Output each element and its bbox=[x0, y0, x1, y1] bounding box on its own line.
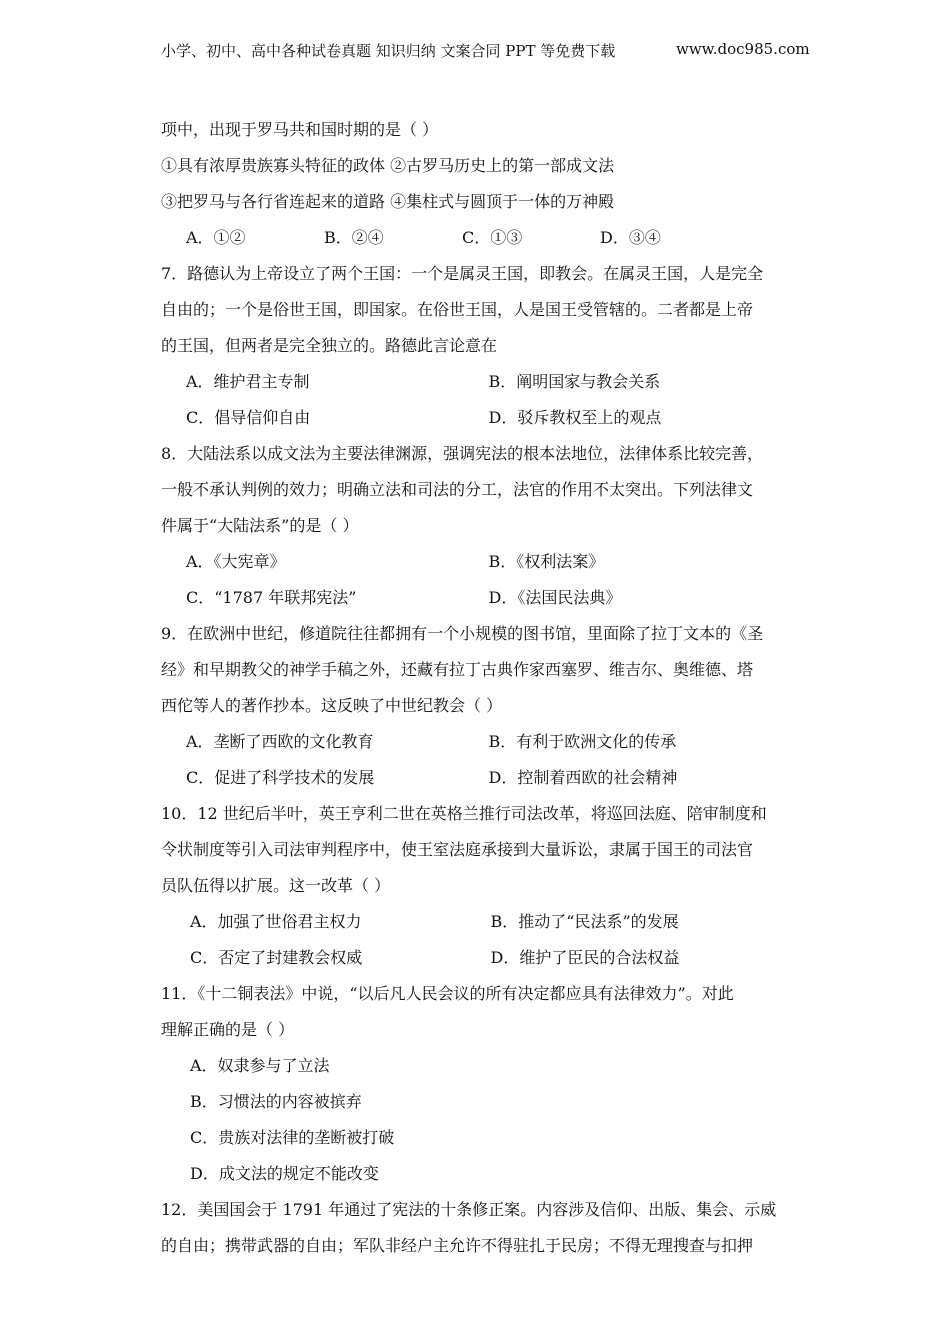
header-website: www.doc985.com bbox=[676, 40, 810, 58]
question-8-line-3: 件属于“大陆法系”的是（ ） bbox=[161, 516, 359, 535]
question-9 bbox=[161, 624, 791, 788]
option-d[interactable]: D．③④ bbox=[600, 228, 661, 247]
option-d[interactable]: D．成文法的规定不能改变 bbox=[190, 1164, 379, 1183]
page-header bbox=[161, 40, 810, 62]
option-a[interactable]: A．《大宪章》 bbox=[186, 552, 286, 571]
question-10-line-2: 令状制度等引入司法审判程序中，使王室法庭承接到大量诉讼，隶属于国王的司法官 bbox=[161, 840, 754, 859]
option-a[interactable]: A．加强了世俗君主权力 bbox=[190, 912, 362, 931]
question-7-line-3: 的王国，但两者是完全独立的。路德此言论意在 bbox=[161, 336, 498, 355]
option-b[interactable]: B．②④ bbox=[324, 228, 384, 247]
question-8-options-row-2 bbox=[161, 588, 791, 608]
option-c[interactable]: C．倡导信仰自由 bbox=[186, 408, 311, 427]
question-10-options-row-1 bbox=[161, 912, 791, 932]
question-10-line-3: 员队伍得以扩展。这一改革（ ） bbox=[161, 876, 391, 895]
question-9-line-3: 西佗等人的著作抄本。这反映了中世纪教会（ ） bbox=[161, 696, 503, 715]
question-12-line-1: 12．美国国会于 1791 年通过了宪法的十条修正案。内容涉及信仰、出版、集会、示威 bbox=[161, 1200, 777, 1219]
option-c[interactable]: C．促进了科学技术的发展 bbox=[186, 768, 375, 787]
question-7-options-row-1 bbox=[161, 372, 791, 392]
option-d[interactable]: D．控制着西欧的社会精神 bbox=[488, 768, 678, 787]
question-8-options-row-1 bbox=[161, 552, 791, 572]
question-7 bbox=[161, 264, 791, 428]
question-9-line-2: 经》和早期教父的神学手稿之外，还藏有拉丁古典作家西塞罗、维吉尔、奥维德、塔 bbox=[161, 660, 754, 679]
option-a[interactable]: A．维护君主专制 bbox=[186, 372, 310, 391]
question-7-line-1: 7．路德认为上帝设立了两个王国：一个是属灵王国，即教会。在属灵王国，人是完全 bbox=[161, 264, 764, 283]
question-8-line-1: 8．大陆法系以成文法为主要法律渊源，强调宪法的根本法地位，法律体系比较完善， bbox=[161, 444, 764, 463]
question-10 bbox=[161, 804, 791, 968]
option-d[interactable]: D．维护了臣民的合法权益 bbox=[490, 948, 680, 967]
question-8-line-2: 一般不承认判例的效力；明确立法和司法的分工，法官的作用不太突出。下列法律文 bbox=[161, 480, 754, 499]
question-7-line-2: 自由的；一个是俗世王国，即国家。在俗世王国，人是国王受管辖的。二者都是上帝 bbox=[161, 300, 754, 319]
option-b[interactable]: B．《权利法案》 bbox=[488, 552, 605, 571]
option-a[interactable]: A．①② bbox=[186, 228, 246, 247]
option-b[interactable]: B．有利于欧洲文化的传承 bbox=[488, 732, 677, 751]
question-6-options bbox=[161, 228, 791, 248]
header-promo-text: 小学、初中、高中各种试卷真题 知识归纳 文案合同 PPT 等免费下载 bbox=[161, 42, 616, 60]
option-b[interactable]: B．推动了“民法系”的发展 bbox=[490, 912, 679, 931]
question-9-options-row-2 bbox=[161, 768, 791, 788]
option-d[interactable]: D．驳斥教权至上的观点 bbox=[488, 408, 662, 427]
question-10-options-row-2 bbox=[161, 948, 791, 968]
question-9-line-1: 9．在欧洲中世纪，修道院往往都拥有一个小规模的图书馆，里面除了拉丁文本的《圣 bbox=[161, 624, 764, 643]
question-9-options-row-1 bbox=[161, 732, 791, 752]
question-11-line-2: 理解正确的是（ ） bbox=[161, 1020, 295, 1039]
question-6-stem: 项中，出现于罗马共和国时期的是（ ） bbox=[161, 120, 439, 139]
question-11-line-1: 11．《十二铜表法》中说，“以后凡人民会议的所有决定都应具有法律效力”。对此 bbox=[161, 984, 734, 1003]
option-a[interactable]: A．奴隶参与了立法 bbox=[190, 1056, 330, 1075]
question-6 bbox=[161, 120, 791, 248]
question-12 bbox=[161, 1200, 791, 1256]
option-b[interactable]: B．习惯法的内容被摈弃 bbox=[190, 1092, 362, 1111]
question-6-item-1: ①具有浓厚贵族寡头特征的政体 ②古罗马历史上的第一部成文法 bbox=[161, 156, 615, 175]
option-c[interactable]: C．“1787 年联邦宪法” bbox=[186, 588, 357, 607]
option-c[interactable]: C．①③ bbox=[462, 228, 523, 247]
question-11 bbox=[161, 984, 791, 1184]
question-6-item-2: ③把罗马与各行省连起来的道路 ④集柱式与圆顶于一体的万神殿 bbox=[161, 192, 615, 211]
option-c[interactable]: C．否定了封建教会权威 bbox=[190, 948, 363, 967]
option-a[interactable]: A．垄断了西欧的文化教育 bbox=[186, 732, 374, 751]
option-d[interactable]: D．《法国民法典》 bbox=[488, 588, 622, 607]
option-c[interactable]: C．贵族对法律的垄断被打破 bbox=[190, 1128, 395, 1147]
question-10-line-1: 10．12 世纪后半叶，英王亨利二世在英格兰推行司法改革，将巡回法庭、陪审制度和 bbox=[161, 804, 767, 823]
question-12-line-2: 的自由；携带武器的自由；军队非经户主允许不得驻扎于民房；不得无理搜查与扣押 bbox=[161, 1236, 754, 1255]
question-8 bbox=[161, 444, 791, 608]
exam-content bbox=[161, 120, 791, 1256]
question-7-options-row-2 bbox=[161, 408, 791, 428]
option-b[interactable]: B．阐明国家与教会关系 bbox=[488, 372, 661, 391]
